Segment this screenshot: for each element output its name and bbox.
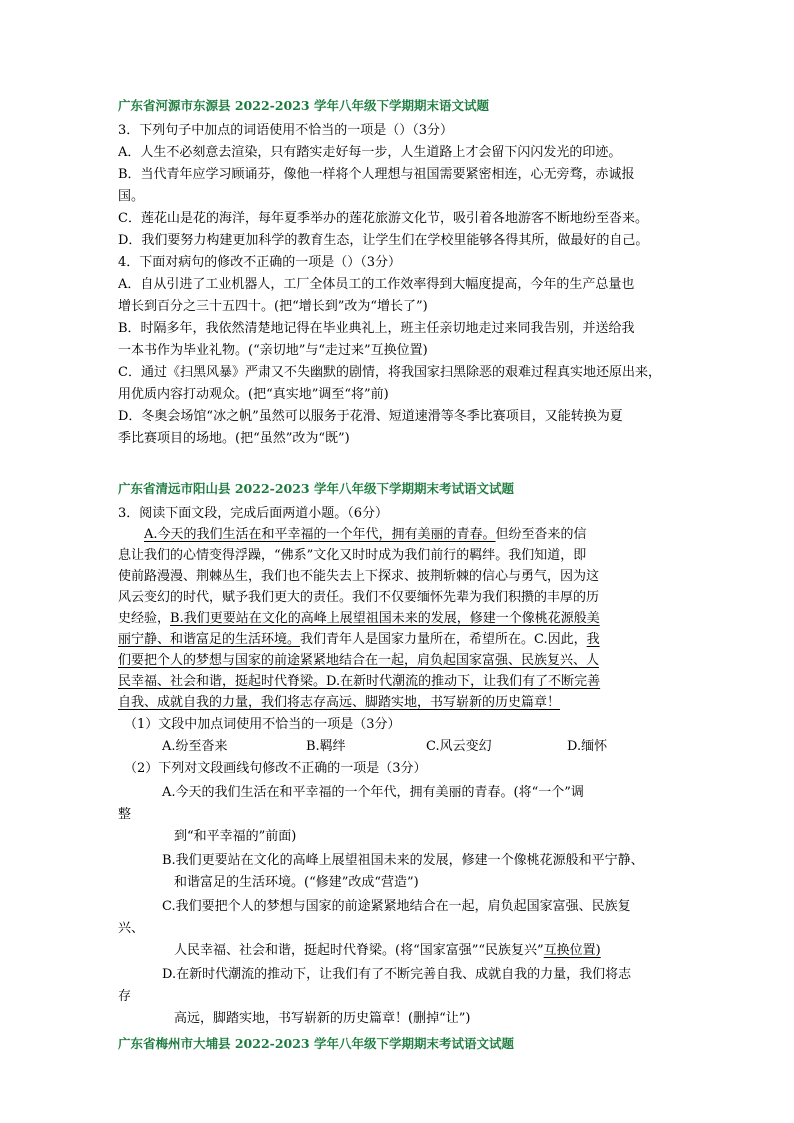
sub-question-2-stem: （2）下列对文段画线句修改不正确的一项是（3分） bbox=[124, 761, 427, 776]
underlined-sentence-d-end: 自我、成就自我的力量，我们将志存高远、脚踏实地，书写崭新的历史篇章！ bbox=[118, 695, 561, 710]
sub-question-2-option-d-line3: 高远，脚踏实地，书写崭新的历史篇章！(删掉“让”) bbox=[174, 1011, 471, 1026]
section-title-yangshan: 广东省清远市阳山县 2022-2023 学年八年级下学期期末考试语文试题 bbox=[118, 481, 514, 496]
underlined-sentence-c-end: 民幸福、社会和谐，挺起时代脊梁。 bbox=[118, 674, 327, 689]
question-3-option-b-line2: 国。 bbox=[118, 189, 145, 204]
sub-question-2-option-a-line3: 到“和平幸福的”前面) bbox=[174, 829, 297, 844]
sub-question-1-option-a: A.纷至沓来 bbox=[162, 739, 228, 754]
passage-line: 息让我们的心情变得浮躁，“佛系”文化又时时成为我们前行的羁绊。我们知道，即 bbox=[118, 548, 587, 563]
question-4-option-d-line2: 季比赛项目的场地。(把“虽然”改为“既”) bbox=[118, 431, 350, 446]
sub-question-2-option-c-line2: 兴、 bbox=[118, 921, 145, 936]
question-3-option-a: A．人生不必刻意去渲染，只有踏实走好每一步，人生道路上才会留下闪闪发光的印迹。 bbox=[118, 145, 622, 160]
question-3-option-d: D．我们要努力构建更加科学的教育生态，让学生们在学校里能够各得其所，做最好的自己。 bbox=[118, 233, 649, 248]
sub-question-2-option-b-line2: 和谐富足的生活环境。(“修建”改成“营造”) bbox=[174, 875, 419, 890]
underlined-sentence-b: B.我们更要站在文化的高峰上展望祖国未来的发展，修建一个像桃花源般美 bbox=[170, 611, 600, 626]
question-4-option-b-line2: 一本书作为毕业礼物。(“亲切地”与“走过来”互换位置) bbox=[118, 343, 428, 358]
question-3-option-c: C．莲花山是花的海洋，每年夏季举办的莲花旅游文化节，吸引着各地游客不断地纷至沓来。 bbox=[118, 211, 648, 226]
sub-question-2-option-b-line1: B.我们更要站在文化的高峰上展望祖国未来的发展，修建一个像桃花源般和平宁静、 bbox=[162, 853, 644, 868]
passage-line: 丽宁静、和谐富足的生活环境。我们青年人是国家力量所在，希望所在。C.因此，我 bbox=[118, 632, 600, 647]
sub-question-2-option-a-line2: 整 bbox=[118, 807, 132, 822]
passage-line bbox=[118, 673, 600, 691]
sub-question-1-option-c: C.风云变幻 bbox=[426, 739, 492, 754]
question-4-option-c-line2: 用优质内容打动观众。(把“真实地”调至“将”前) bbox=[118, 387, 389, 402]
underlined-sentence-a: A.今天的我们生活在和平幸福的一个年代，拥有美丽的青春。 bbox=[144, 527, 496, 542]
sub-question-2-option-c-line1: C.我们要把个人的梦想与国家的前途紧紧地结合在一起，肩负起国家富强、民族复 bbox=[162, 899, 631, 914]
sub-question-2-option-c-line3: 人民幸福、社会和谐，挺起时代脊梁。(将“国家富强”“民族复兴”互换位置) bbox=[174, 943, 601, 958]
sub-question-1-option-d: D.缅怀 bbox=[567, 739, 608, 754]
question-4-option-b-line1: B．时隔多年，我依然清楚地记得在毕业典礼上，班主任亲切地走过来同我告别，并送给我 bbox=[118, 321, 635, 336]
question-3-stem: 3．下列句子中加点的词语使用不恰当的一项是（）（3分） bbox=[118, 123, 454, 138]
sub-question-2-option-a-line1: A.今天的我们生活在和平幸福的一个年代，拥有美丽的青春。(将“一个”调 bbox=[162, 785, 584, 800]
passage-line: 史经验，B.我们更要站在文化的高峰上展望祖国未来的发展，修建一个像桃花源般美 bbox=[118, 611, 600, 626]
question-4-option-a-line1: A．自从引进了工业机器人，工厂全体员工的工作效率得到大幅度提高，今年的生产总量也 bbox=[118, 277, 635, 292]
passage-line: A.今天的我们生活在和平幸福的一个年代，拥有美丽的青春。但纷至沓来的信 bbox=[144, 527, 587, 542]
sub-question-1-option-b: B.羁绊 bbox=[306, 739, 346, 754]
question-3-reading-stem: 3．阅读下面文段，完成后面两道小题。（6分） bbox=[118, 506, 389, 521]
question-4-option-c-line1: C．通过《扫黑风暴》严肃又不失幽默的剧情，将我国家扫黑除恶的艰难过程真实地还原出来， bbox=[118, 365, 661, 380]
sub-question-2-option-d-line2: 存 bbox=[118, 989, 132, 1004]
sub-question-1-stem: （1）文段中加点词使用不恰当的一项是（3分） bbox=[124, 717, 401, 732]
sub-question-2-option-d-line1: D.在新时代潮流的推动下，让我们有了不断完善自我、成就自我的力量，我们将志 bbox=[162, 967, 632, 982]
underlined-sentence-b-end: 丽宁静、和谐富足的生活环境。 bbox=[118, 632, 301, 647]
question-4-stem: 4．下面对病句的修改不正确的一项是（）（3分） bbox=[118, 255, 402, 270]
passage-line: 使前路漫漫、荆棘丛生，我们也不能失去上下探求、披荆斩棘的信心与勇气，因为这 bbox=[118, 569, 600, 584]
passage-line: 风云变幻的时代，赋予我们更大的责任。我们不仅要缅怀先辈为我们积攒的丰厚的历 bbox=[118, 590, 600, 605]
question-3-option-b-line1: B．当代青年应学习顾诵芬，像他一样将个人理想与祖国需要紧密相连，心无旁骛，赤诚报 bbox=[118, 167, 635, 182]
underlined-sentence-d: D.在新时代潮流的推动下，让我们有了不断完善 bbox=[326, 674, 601, 689]
section-title-dabu: 广东省梅州市大埔县 2022-2023 学年八年级下学期期末考试语文试题 bbox=[118, 1036, 514, 1051]
question-4-option-a-line2: 增长到百分之三十五四十。(把“增长到”改为“增长了”) bbox=[118, 299, 428, 314]
underlined-sentence-c: 们要把个人的梦想与国家的前途紧紧地结合在一起，肩负起国家富强、民族复兴、人 bbox=[118, 653, 600, 668]
question-4-option-d-line1: D．冬奥会场馆“冰之帆”虽然可以服务于花滑、短道速滑等冬季比赛项目，又能转换为夏 bbox=[118, 409, 623, 424]
section-title-dongyuan: 广东省河源市东源县 2022-2023 学年八年级下学期期末语文试题 bbox=[118, 98, 489, 113]
